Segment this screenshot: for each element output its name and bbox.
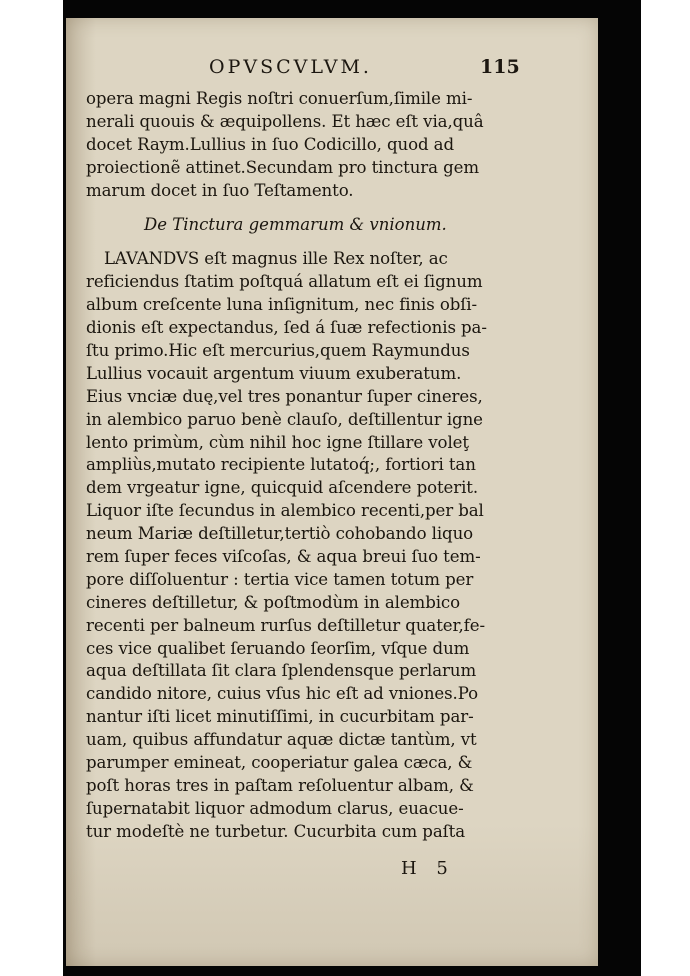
- text-line: recenti per balneum rurſus deſtilletur quater,fe-: [86, 615, 485, 635]
- text-line: lento primùm, cùm nihil hoc igne ſtillare voleţ: [86, 432, 469, 452]
- text-line: Eius vnciæ duę,vel tres ponantur ſuper cineres,: [86, 386, 483, 406]
- text-line: ſtu primo.Hic eſt mercurius,quem Raymundus: [86, 341, 470, 361]
- signature-mark: H 5: [401, 858, 448, 879]
- text-line: Lullius vocauit argentum viuum exuberatum.: [86, 363, 462, 383]
- section-title: De Tinctura gemmarum & vnionum.: [144, 215, 447, 235]
- body-text: [86, 88, 518, 844]
- text-line: in alembico paruo benè clauſo, deſtillentur igne: [86, 409, 483, 429]
- text-line: LAVANDVS eſt magnus ille Rex noſter, ac: [104, 249, 448, 269]
- text-line: opera magni Regis noſtri conuerſum,ſimile mi-: [86, 89, 473, 108]
- text-line: reficiendus ſtatim poſtquá allatum eſt ei ſignum: [86, 272, 483, 292]
- text-line: parumper emineat, cooperiatur galea cæca, &: [86, 753, 473, 773]
- text-line: Liquor iſte ſecundus in alembico recenti,per bal: [86, 501, 484, 521]
- text-line: aqua deſtillata ſit clara ſplendensque perlarum: [86, 661, 477, 681]
- text-line: candido nitore, cuius vſus hic eſt ad vniones.Po: [86, 684, 478, 704]
- page-number: 115: [480, 56, 520, 78]
- text-line: proiectionẽ attinet.Secundam pro tinctura gem: [86, 157, 479, 177]
- text-line: dem vrgeatur igne, quicquid aſcendere poterit.: [86, 478, 479, 498]
- text-line: docet Raym.Lullius in ſuo Codicillo, quod ad: [86, 134, 454, 154]
- text-line: nantur iſti licet minutiſſimi, in cucurbitam par-: [86, 707, 474, 727]
- text-line: tur modeſtè ne turbetur. Cucurbita cum paſta: [86, 821, 466, 841]
- text-line: ſupernatabit liquor admodum clarus, euacue-: [86, 798, 464, 818]
- text-line: uam, quibus affundatur aquæ dictæ tantùm, vt: [86, 730, 477, 750]
- text-line: nerali quouis & æquipollens. Et hæc eſt via,quâ: [86, 111, 484, 131]
- page-header: [66, 56, 598, 86]
- text-line: cineres deſtilletur, & poſtmodùm in alembico: [86, 592, 461, 612]
- text-line: pore diſſoluentur : tertia vice tamen totum per: [86, 569, 474, 589]
- text-line: ampliùs,mutato recipiente lutatoq́;, fortiori tan: [86, 455, 476, 475]
- book-page: [66, 18, 598, 966]
- text-line: rem ſuper feces viſcoſas, & aqua breui ſuo tem-: [86, 547, 481, 567]
- text-line: poſt horas tres in paſtam reſoluentur albam, &: [86, 775, 474, 795]
- text-line: ces vice qualibet ſeruando ſeorſim, vſque dum: [86, 638, 470, 658]
- running-title: OPVSCVLVM.: [209, 56, 372, 78]
- text-line: neum Mariæ deſtilletur,tertiò cohobando liquo: [86, 524, 474, 544]
- text-line: marum docet in ſuo Teſtamento.: [86, 180, 354, 200]
- text-line: dionis eſt expectandus, ſed á ſuæ refectionis pa-: [86, 318, 487, 338]
- text-line: album creſcente luna inſignitum, nec finis obſi-: [86, 295, 477, 315]
